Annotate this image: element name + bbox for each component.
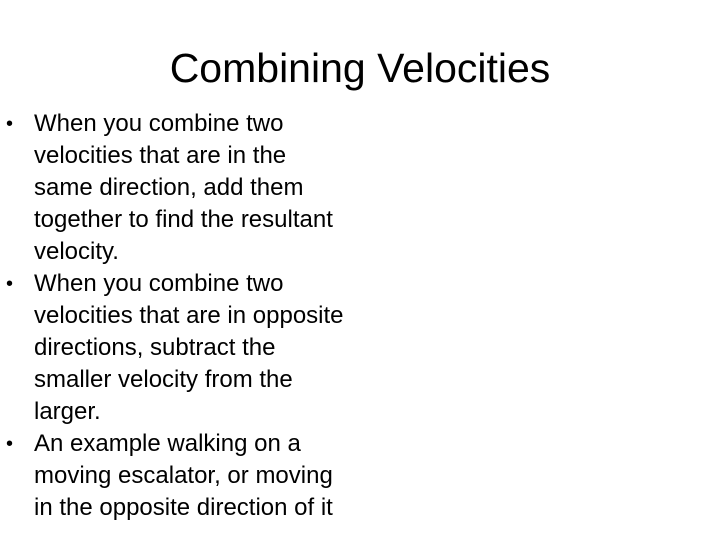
bullet-item-escalator-example — [6, 428, 434, 524]
bullet-line: An example walking on a — [34, 430, 301, 457]
bullet-list — [6, 108, 434, 524]
bullet-line: velocities that are in opposite — [34, 302, 344, 329]
bullet-line: moving escalator, or moving — [34, 462, 333, 489]
bullet-line: When you combine two — [34, 270, 284, 297]
bullet-marker: • — [6, 113, 14, 135]
bullet-line: larger. — [34, 398, 101, 425]
bullet-line: velocities that are in the — [34, 142, 287, 169]
bullet-line: velocity. — [34, 238, 119, 265]
bullet-item-opposite-directions — [6, 268, 434, 428]
bullet-line: When you combine two — [34, 110, 284, 137]
bullet-marker: • — [6, 433, 14, 455]
slide-title: Combining Velocities — [169, 45, 551, 91]
bullet-line: directions, subtract the — [34, 334, 276, 361]
bullet-item-same-direction — [6, 108, 434, 268]
bullet-line: in the opposite direction of it — [34, 494, 333, 521]
bullet-line: together to find the resultant — [34, 206, 333, 233]
bullet-line: smaller velocity from the — [34, 366, 293, 393]
bullet-marker: • — [6, 273, 14, 295]
bullet-line: same direction, add them — [34, 174, 304, 201]
